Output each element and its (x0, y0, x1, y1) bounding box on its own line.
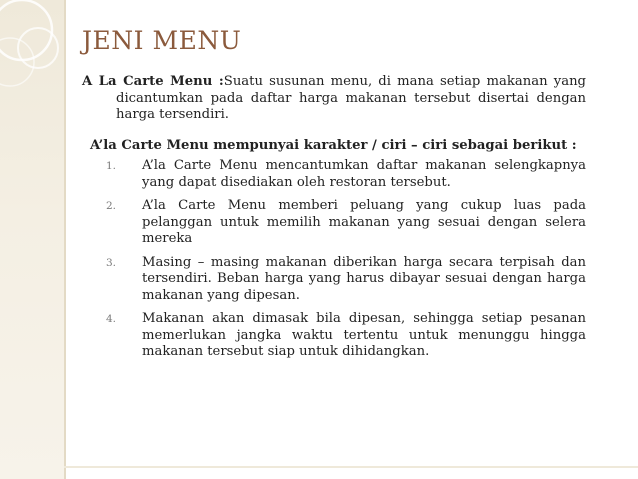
bottom-divider (64, 466, 638, 468)
slide-content (82, 74, 586, 368)
list-number: 3. (106, 256, 117, 269)
intro-text: Suatu susunan menu, di mana setiap makanan yang dicantumkan pada daftar harga makanan tersebut disertai dengan harga tersendiri. (116, 74, 586, 122)
list-item (82, 255, 586, 305)
list-text: A’la Carte Menu mencantumkan daftar makanan selengkapnya yang dapat disediakan oleh restoran tersebut. (142, 158, 586, 190)
list-item (82, 311, 586, 361)
characteristics-list (82, 158, 586, 361)
list-number: 2. (106, 200, 117, 212)
list-text: Makanan akan dimasak bila dipesan, sehingga setiap pesanan memerlukan jangka waktu tertentu untuk menunggu hingga makanan tersebut siap untuk dihidangkan. (142, 311, 586, 359)
list-number: 4. (106, 313, 117, 325)
intro-paragraph (82, 74, 586, 124)
list-item (82, 158, 586, 191)
list-text: A’la Carte Menu memberi peluang yang cukup luas pada pelanggan untuk memilih makanan yang sesuai dengan selera mereka (142, 198, 586, 246)
decorative-circles-icon (0, 0, 80, 90)
list-item (82, 198, 586, 248)
characteristics-heading: A’la Carte Menu mempunyai karakter / ciri – ciri sebagai berikut : (90, 137, 577, 153)
list-number: 1. (106, 160, 117, 172)
list-text: Masing – masing makanan diberikan harga secara terpisah dan tersendiri. Beban harga yang harus dibayar sesuai dengan harga makanan yang dipesan. (142, 254, 586, 303)
slide-title: JENI MENU (82, 26, 242, 55)
intro-term: A La Carte Menu : (82, 74, 224, 89)
